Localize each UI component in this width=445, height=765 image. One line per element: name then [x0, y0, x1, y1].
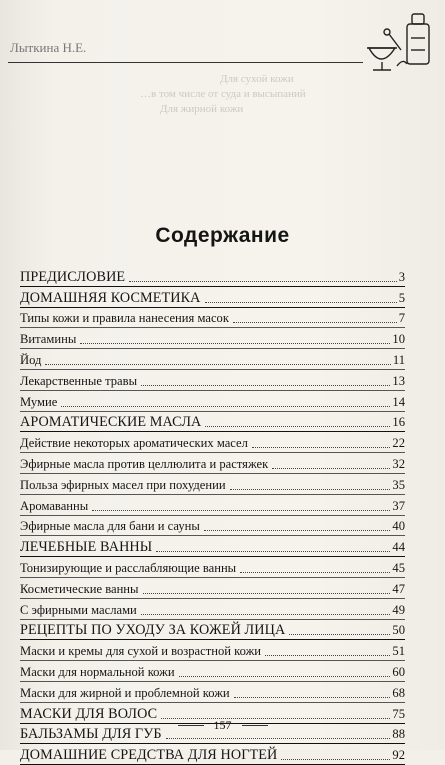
- toc-leader: [240, 571, 390, 573]
- toc-leader: [289, 633, 390, 635]
- toc-entry-label: АРОМАТИЧЕСКИЕ МАСЛА: [20, 414, 202, 431]
- toc-entry-label: Маски для нормальной кожи: [20, 664, 175, 679]
- toc-entry[interactable]: [20, 432, 405, 453]
- toc-leader: [61, 405, 390, 407]
- toc-page-number: 11: [392, 352, 405, 367]
- toc-entry[interactable]: [20, 495, 405, 516]
- toc-page-number: 5: [398, 290, 405, 305]
- toc-page-number: 88: [392, 727, 405, 742]
- toc-leader: [166, 737, 391, 739]
- toc-entry[interactable]: [20, 308, 405, 329]
- toc-leader: [281, 758, 390, 760]
- toc-page-number: 32: [392, 456, 405, 471]
- toc-entry-label: С эфирными маслами: [20, 602, 137, 617]
- page-title: Содержание: [155, 224, 290, 247]
- toc-leader: [156, 550, 390, 552]
- toc-entry-label: Витамины: [20, 332, 77, 347]
- toc-leader: [265, 654, 390, 656]
- toc-page-number: 16: [392, 415, 405, 430]
- toc-entry[interactable]: [20, 370, 405, 391]
- toc-entry-label: Лекарственные травы: [20, 373, 138, 388]
- toc-entry[interactable]: [20, 287, 405, 308]
- toc-entry[interactable]: [20, 682, 405, 703]
- toc-leader: [92, 509, 390, 511]
- toc-page-number: 51: [392, 644, 405, 659]
- running-head: Лыткина Н.Е.: [10, 40, 87, 55]
- toc-entry[interactable]: [20, 391, 405, 412]
- toc-entry[interactable]: [20, 661, 405, 682]
- toc-entry[interactable]: [20, 599, 405, 620]
- toc-page-number: 22: [392, 436, 405, 451]
- toc-leader: [252, 446, 390, 448]
- toc-entry[interactable]: [20, 557, 405, 578]
- toc-entry-label: БАЛЬЗАМЫ ДЛЯ ГУБ: [20, 726, 162, 743]
- toc-entry-label: Польза эфирных масел при похудении: [20, 477, 226, 492]
- apothecary-illustration: [361, 4, 437, 78]
- toc-page-number: 14: [392, 394, 405, 409]
- toc-page-number: 35: [392, 477, 405, 492]
- toc-page-number: 47: [392, 581, 405, 596]
- toc-entry-label: Маски для жирной и проблемной кожи: [20, 685, 230, 700]
- toc-leader: [80, 342, 390, 344]
- toc-leader: [141, 384, 390, 386]
- toc-entry-label: Мумие: [20, 394, 58, 409]
- show-through-text: Для сухой кожи …в том числе от суда и высыпаний Для жирной кожи: [140, 73, 306, 115]
- toc-entry[interactable]: [20, 516, 405, 537]
- footer-rule-left: [178, 725, 204, 726]
- toc-entry-label: Тонизирующие и расслабляющие ванны: [20, 560, 237, 575]
- toc-entry-label: РЕЦЕПТЫ ПО УХОДУ ЗА КОЖЕЙ ЛИЦА: [20, 622, 286, 639]
- toc-page-number: 37: [392, 498, 405, 513]
- toc-entry-label: Типы кожи и правила нанесения масок: [20, 311, 229, 326]
- table-of-contents: [20, 266, 405, 765]
- toc-leader: [205, 301, 397, 303]
- toc-page-number: 60: [392, 664, 405, 679]
- toc-entry-label: ПРЕДИСЛОВИЕ: [20, 268, 126, 285]
- toc-entry-label: Действие некоторых ароматических масел: [20, 436, 248, 451]
- toc-entry[interactable]: [20, 328, 405, 349]
- toc-leader: [205, 425, 390, 427]
- footer-rule-right: [242, 725, 268, 726]
- toc-leader: [143, 592, 391, 594]
- toc-leader: [141, 613, 391, 615]
- toc-entry-label: ДОМАШНИЕ СРЕДСТВА ДЛЯ НОГТЕЙ: [20, 747, 278, 764]
- header-rule: [8, 50, 363, 63]
- toc-entry[interactable]: [20, 453, 405, 474]
- toc-page-number: 7: [398, 311, 405, 326]
- toc-page-number: 92: [392, 748, 405, 763]
- toc-page-number: 44: [392, 540, 405, 555]
- toc-entry-label: ДОМАШНЯЯ КОСМЕТИКА: [20, 289, 201, 306]
- toc-leader: [272, 467, 390, 469]
- toc-entry[interactable]: [20, 266, 405, 287]
- toc-page-number: 68: [392, 685, 405, 700]
- page-number: 157: [213, 718, 232, 732]
- toc-entry[interactable]: [20, 474, 405, 495]
- toc-page-number: 40: [392, 519, 405, 534]
- toc-entry[interactable]: [20, 412, 405, 433]
- toc-page-number: 75: [392, 706, 405, 721]
- toc-entry-label: Маски и кремы для сухой и возрастной кожи: [20, 644, 262, 659]
- toc-page-number: 49: [392, 602, 405, 617]
- toc-leader: [204, 529, 391, 531]
- toc-entry[interactable]: [20, 640, 405, 661]
- toc-leader: [129, 280, 397, 282]
- toc-entry-label: Косметические ванны: [20, 581, 139, 596]
- toc-leader: [179, 675, 391, 677]
- toc-entry-label: Эфирные масла против целлюлита и растяжек: [20, 456, 269, 471]
- toc-page-number: 50: [392, 623, 405, 638]
- toc-entry-label: Аромаванны: [20, 498, 89, 513]
- toc-entry[interactable]: [20, 744, 405, 765]
- toc-entry[interactable]: [20, 349, 405, 370]
- toc-page-number: 3: [398, 269, 405, 284]
- toc-page-number: 13: [392, 373, 405, 388]
- toc-page-number: 45: [392, 560, 405, 575]
- toc-entry-label: Эфирные масла для бани и сауны: [20, 519, 200, 534]
- toc-entry-label: ЛЕЧЕБНЫЕ ВАННЫ: [20, 539, 153, 556]
- toc-entry[interactable]: [20, 578, 405, 599]
- toc-page-number: 10: [392, 332, 405, 347]
- toc-entry-label: Йод: [20, 352, 42, 367]
- toc-entry[interactable]: [20, 536, 405, 557]
- toc-entry-label: МАСКИ ДЛЯ ВОЛОС: [20, 705, 158, 722]
- toc-leader: [230, 488, 391, 490]
- toc-leader: [234, 696, 391, 698]
- toc-leader: [45, 363, 390, 365]
- page-footer: [0, 718, 445, 733]
- toc-entry[interactable]: [20, 620, 405, 641]
- toc-leader: [233, 321, 397, 323]
